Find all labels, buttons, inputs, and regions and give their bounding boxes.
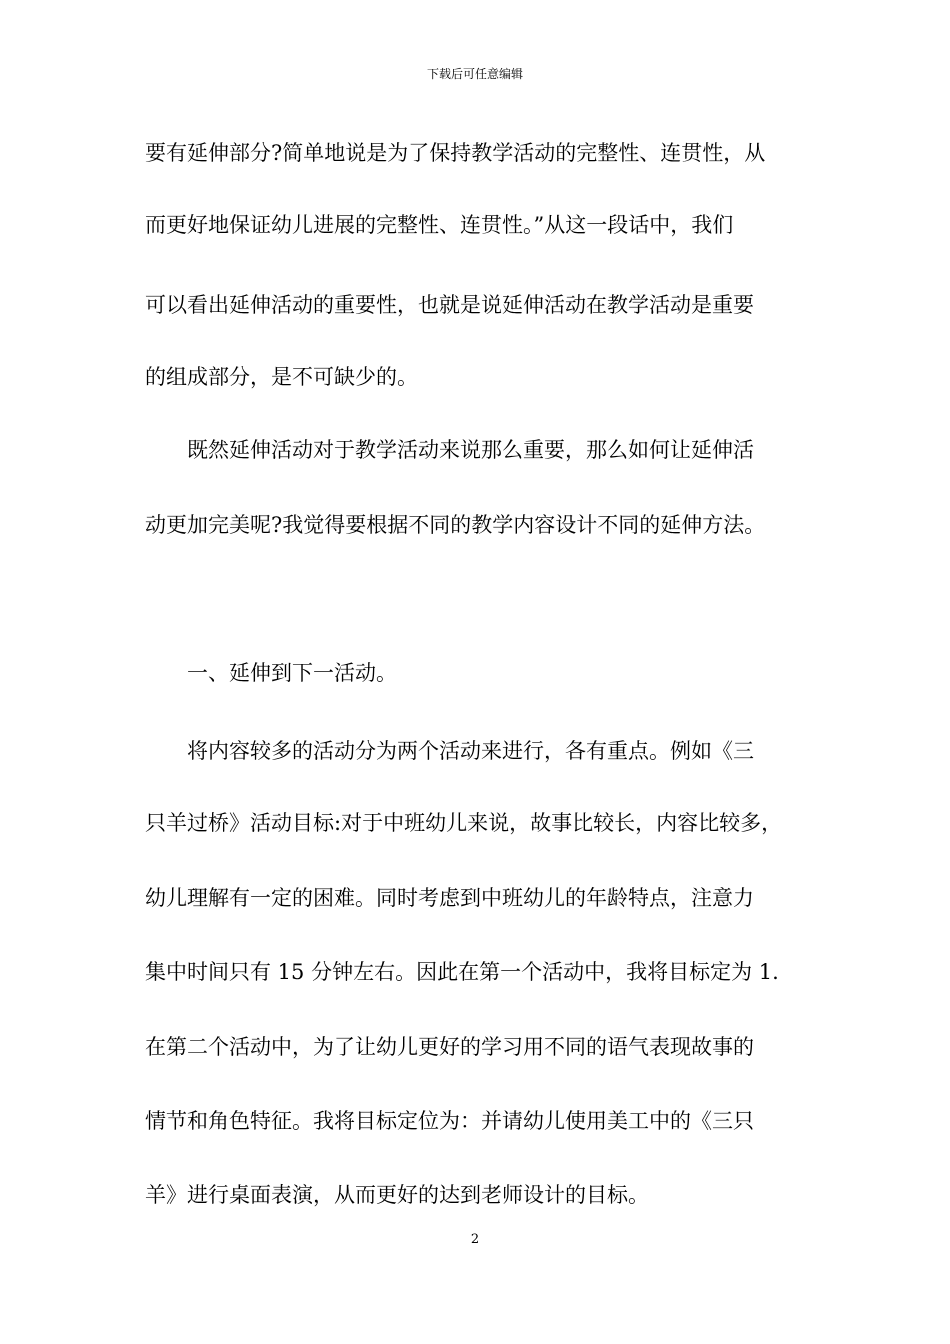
body-line: 只羊过桥》活动目标:对于中班幼儿来说，故事比较长，内容比较多，	[145, 811, 783, 835]
body-line: 幼儿理解有一定的困难。同时考虑到中班幼儿的年龄特点，注意力	[145, 886, 754, 910]
body-line: 集中时间只有 15 分钟左右。因此在第一个活动中，我将目标定为 1.	[145, 960, 779, 984]
body-line: 而更好地保证幼儿进展的完整性、连贯性。”从这一段话中，我们	[145, 213, 734, 237]
body-line: 动更加完美呢?我觉得要根据不同的教学内容设计不同的延伸方法。	[145, 513, 766, 537]
body-line: 的组成部分，是不可缺少的。	[145, 365, 418, 389]
page-number: 2	[470, 1232, 480, 1247]
body-line: 要有延伸部分?简单地说是为了保持教学活动的完整性、连贯性，从	[145, 141, 766, 165]
body-line: 可以看出延伸活动的重要性，也就是说延伸活动在教学活动是重要	[145, 293, 754, 317]
page-header: 下载后可任意编辑	[426, 67, 523, 81]
body-line: 羊》进行桌面表演，从而更好的达到老师设计的目标。	[145, 1183, 649, 1207]
body-line: 在第二个活动中，为了让幼儿更好的学习用不同的语气表现故事的	[145, 1035, 754, 1059]
section-heading: 一、延伸到下一活动。	[145, 661, 397, 685]
body-line: 将内容较多的活动分为两个活动来进行，各有重点。例如《三	[145, 739, 754, 763]
body-line: 既然延伸活动对于教学活动来说那么重要，那么如何让延伸活	[145, 438, 754, 462]
body-line: 情节和角色特征。我将目标定位为：并请幼儿使用美工中的《三只	[145, 1109, 754, 1133]
